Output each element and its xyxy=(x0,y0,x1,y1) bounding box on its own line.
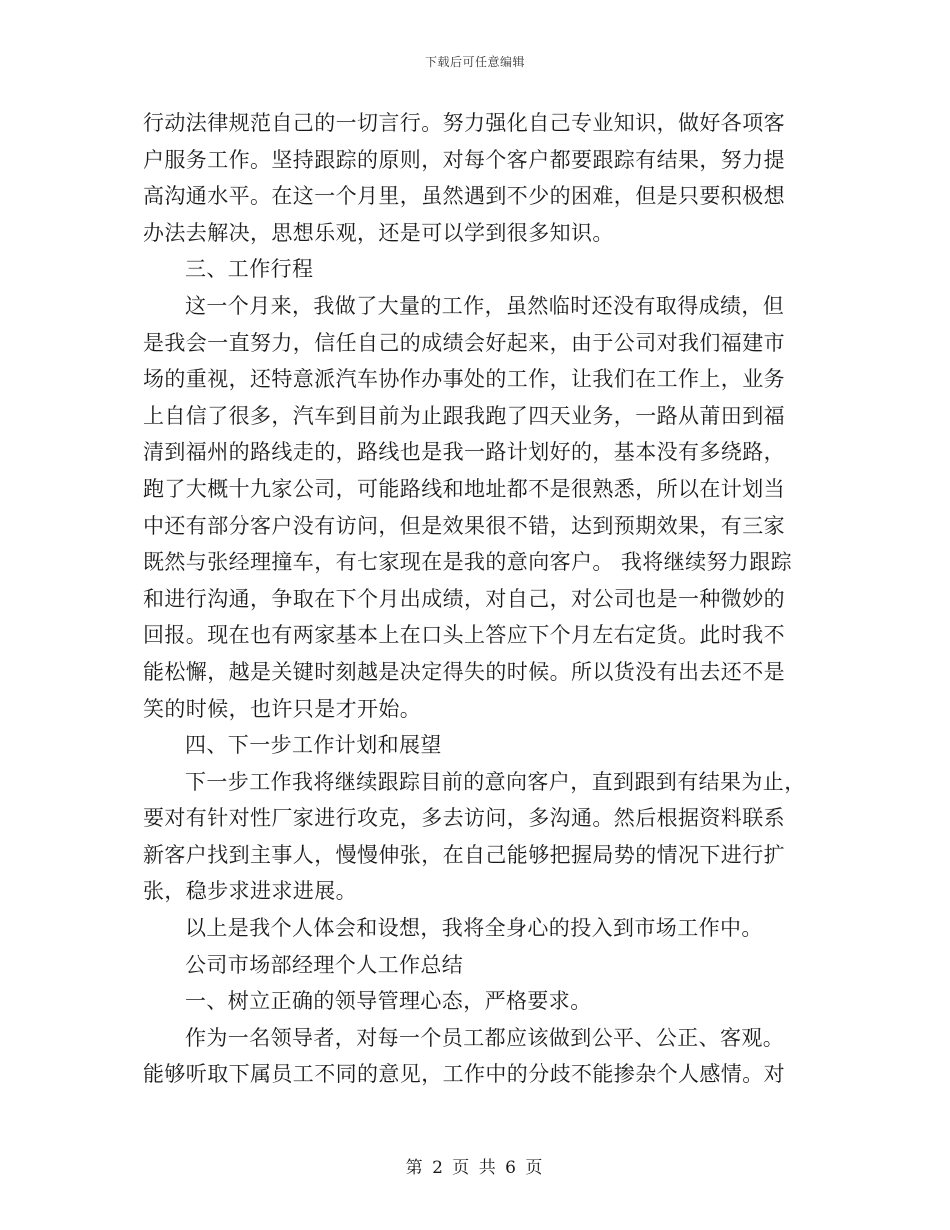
text-line: 以上是我个人体会和设想，我将全身心的投入到市场工作中。 xyxy=(185,916,763,941)
text-line: 是我会一直努力，信任自己的成绩会好起来，由于公司对我们福建市 xyxy=(143,330,785,355)
text-line: 三、工作行程 xyxy=(185,257,314,282)
text-line: 场的重视，还特意派汽车协作办事处的工作，让我们在工作上，业务 xyxy=(143,367,785,392)
text-line: 公司市场部经理个人工作总结 xyxy=(185,952,464,977)
text-line: 户服务工作。坚持跟踪的原则，对每个客户都要跟踪有结果，努力提 xyxy=(143,147,785,172)
text-line: 张，稳步求进求进展。 xyxy=(143,879,357,904)
text-line: 能松懈，越是关键时刻越是决定得失的时候。所以货没有出去还不是 xyxy=(143,659,785,684)
text-line: 跑了大概十九家公司，可能路线和地址都不是很熟悉，所以在计划当 xyxy=(143,476,785,501)
text-line: 要对有针对性厂家进行攻克，多去访问，多沟通。然后根据资料联系 xyxy=(143,806,785,831)
text-line: 高沟通水平。在这一个月里，虽然遇到不少的困难，但是只要积极想 xyxy=(143,184,785,209)
text-line: 能够听取下属员工不同的意见，工作中的分歧不能掺杂个人感情。对 xyxy=(143,1062,785,1087)
page-footer: 第 2 页 共 6 页 xyxy=(405,1158,545,1178)
text-line: 新客户找到主事人，慢慢伸张，在自己能够把握局势的情况下进行扩 xyxy=(143,842,785,867)
text-line: 和进行沟通，争取在下个月出成绩，对自己，对公司也是一种微妙的 xyxy=(143,586,785,611)
document-body xyxy=(143,105,806,1093)
page-header: 下载后可任意编辑 xyxy=(424,55,525,69)
text-line: 下一步工作我将继续跟踪目前的意向客户，直到跟到有结果为止， xyxy=(185,769,806,794)
text-line: 既然与张经理撞车，有七家现在是我的意向客户。 我将继续努力跟踪 xyxy=(143,550,793,575)
text-line: 回报。现在也有两家基本上在口头上答应下个月左右定货。此时我不 xyxy=(143,623,785,648)
text-line: 笑的时候，也许只是才开始。 xyxy=(143,696,422,721)
text-line: 行动法律规范自己的一切言行。努力强化自己专业知识，做好各项客 xyxy=(143,111,785,135)
text-line: 中还有部分客户没有访问，但是效果很不错，达到预期效果，有三家 xyxy=(143,513,785,538)
text-line: 上自信了很多，汽车到目前为止跟我跑了四天业务，一路从莆田到福 xyxy=(143,403,785,428)
text-line: 四、下一步工作计划和展望 xyxy=(185,733,442,758)
text-line: 清到福州的路线走的，路线也是我一路计划好的，基本没有多绕路， xyxy=(143,440,785,465)
text-line: 作为一名领导者，对每一个员工都应该做到公平、公正、客观。 xyxy=(185,1025,785,1050)
text-line: 这一个月来，我做了大量的工作，虽然临时还没有取得成绩，但 xyxy=(185,293,785,318)
text-line: 一、树立正确的领导管理心态，严格要求。 xyxy=(185,989,592,1014)
text-line: 办法去解决，思想乐观，还是可以学到很多知识。 xyxy=(143,220,614,245)
